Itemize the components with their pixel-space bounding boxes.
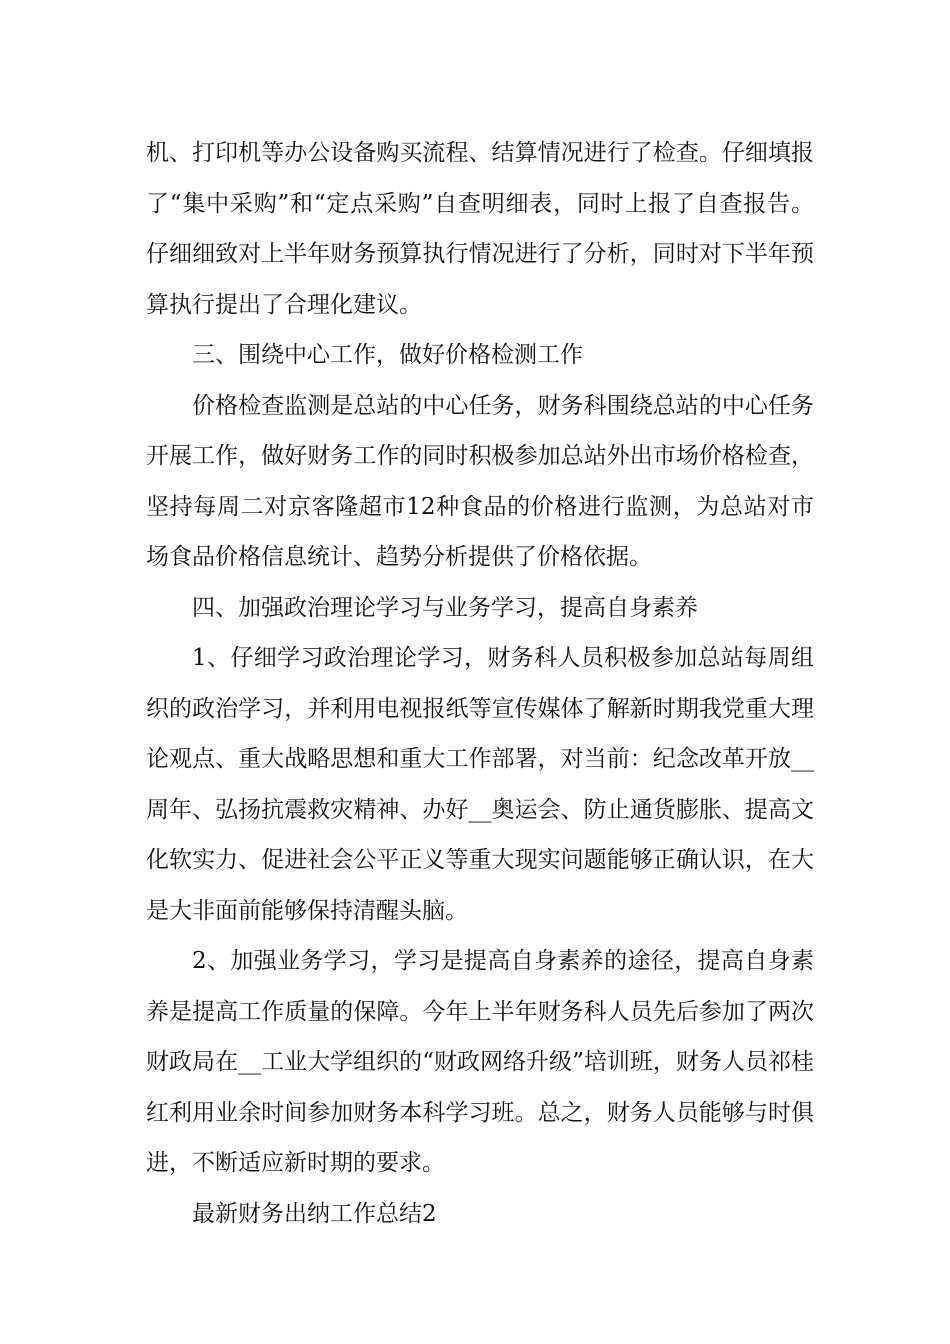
- body-paragraph: 价格检查监测是总站的中心任务，财务科围绕总站的中心任务开展工作，做好财务工作的同时积极参加总站外出市场价格检查，坚持每周二对京客隆超市12种食品的价格进行监测，为总站对市场食品价格信息统计、趋势分析提供了价格依据。: [146, 392, 814, 570]
- body-paragraph: 2、加强业务学习，学习是提高自身素养的途径，提高自身素养是提高工作质量的保障。今年上半年财务科人员先后参加了两次财政局在__工业大学组织的“财政网络升级”培训班，财务人员祁桂红利用业余时间参加财务本科学习班。总之，财务人员能够与时俱进，不断适应新时期的要求。: [146, 948, 814, 1176]
- body-paragraph: 1、仔细学习政治理论学习，财务科人员积极参加总站每周组织的政治学习，并利用电视报纸等宣传媒体了解新时期我党重大理论观点、重大战略思想和重大工作部署，对当前：纪念改革开放__周年、弘扬抗震救灾精神、办好__奥运会、防止通货膨胀、提高文化软实力、促进社会公平正义等重大现实问题能够正确认识，在大是大非面前能够保持清醒头脑。: [146, 645, 814, 924]
- document-body: [146, 128, 814, 1239]
- section-heading-4: 四、加强政治理论学习与业务学习，提高自身素养: [192, 594, 698, 621]
- section-heading-3: 三、围绕中心工作，做好价格检测工作: [192, 342, 583, 368]
- document-subtitle: 最新财务出纳工作总结2: [192, 1200, 437, 1227]
- body-paragraph: 机、打印机等办公设备购买流程、结算情况进行了检查。仔细填报了“集中采购”和“定点采购”自查明细表，同时上报了自查报告。仔细细致对上半年财务预算执行情况进行了分析，同时对下半年预算执行提出了合理化建议。: [146, 140, 814, 318]
